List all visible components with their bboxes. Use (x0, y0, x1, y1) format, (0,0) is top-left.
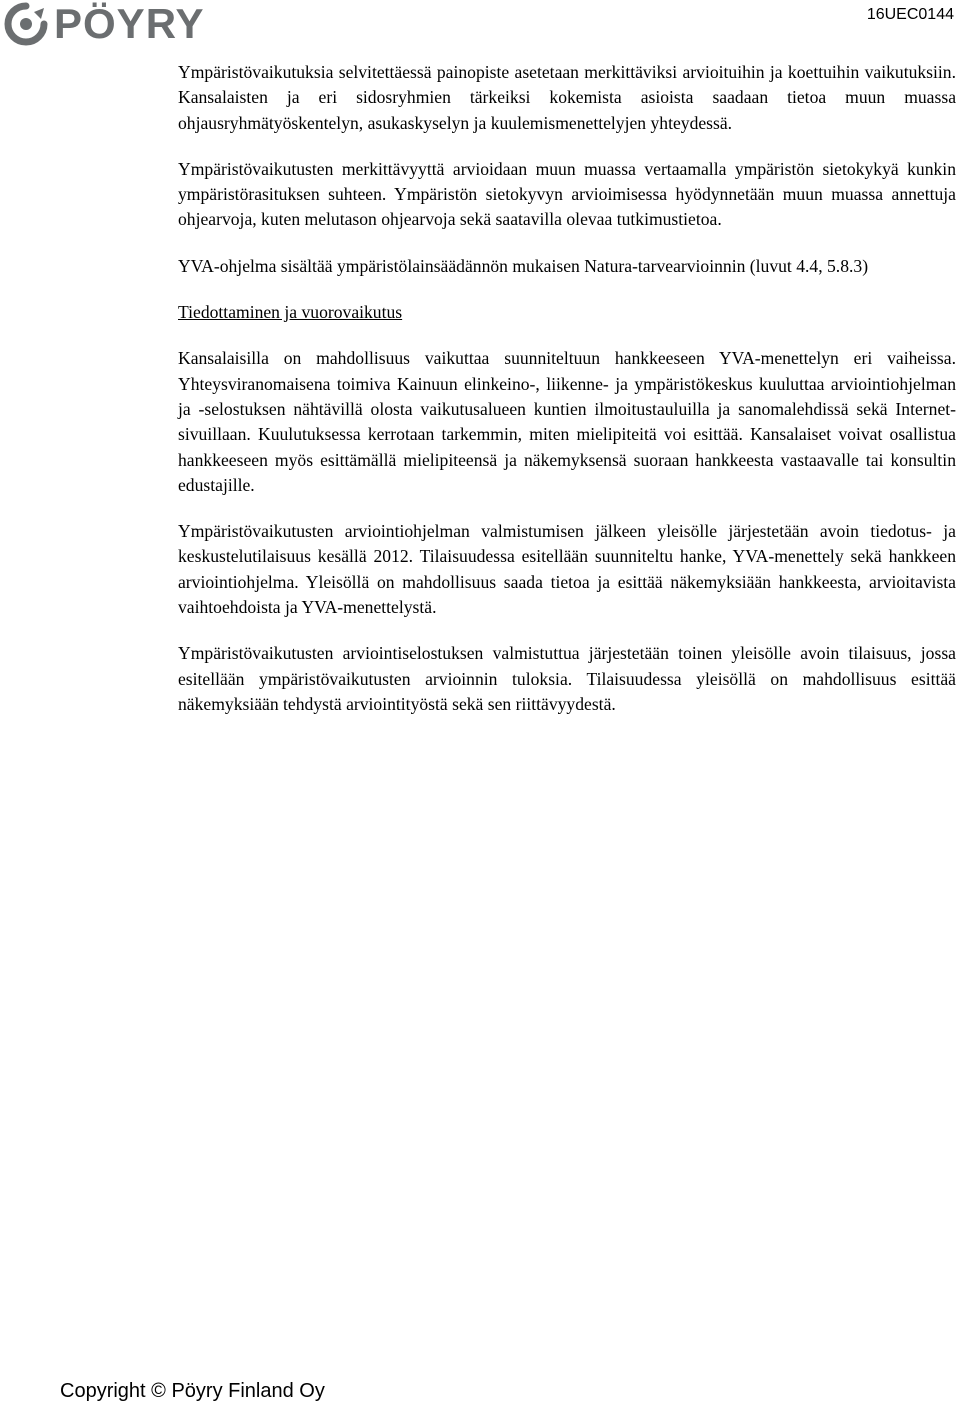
poyry-swirl-icon (4, 2, 48, 46)
copyright-footer: Copyright © Pöyry Finland Oy (60, 1380, 325, 1402)
paragraph: Ympäristövaikutusten merkittävyyttä arvioidaan muun muassa vertaamalla ympäristön sietokykyä kunkin ympäristörasituksen suhteen. Ympäristön sietokyvyn arvioimisessa hyödynnetään muun muassa annettuja ohjearvoja, kuten melutason ohjearvoja sekä saatavilla olevaa tutkimustietoa. (178, 158, 956, 230)
document-code: 16UEC0144 (866, 6, 954, 23)
paragraph: Ympäristövaikutusten arviointiohjelman valmistumisen jälkeen yleisölle järjestetään avoin tiedotus- ja keskustelutilaisuus kesällä 2012. Tilaisuudessa esitellään suunniteltu hanke, YVA-menettely sekä hankkeen arviointiohjelma. Yleisöllä on mahdollisuus saada tietoa ja esittää näkemyksiään hankkeesta, arvioitavista vaihtoehdoista ja YVA-menettelystä. (178, 521, 956, 618)
paragraph: Ympäristövaikutuksia selvitettäessä painopiste asetetaan merkittäviksi arvioituihin ja koettuihin vaikutuksiin. Kansalaisten ja eri sidosryhmien tärkeiksi kokemista asioista saadaan tietoa muun muassa ohjausryhmätyöskentelyn, asukaskyselyn ja kuulemismenettelyjen yhteydessä. (178, 62, 956, 133)
company-logo (4, 2, 204, 46)
logo-wordmark: PÖYRY (54, 0, 205, 47)
paragraph: Kansalaisilla on mahdollisuus vaikuttaa suunniteltuun hankkeeseen YVA-menettelyn eri vaiheissa. Yhteysviranomaisena toimiva Kainuun elinkeino-, liikenne- ja ympäristökeskus kuuluttaa arviointiohjelman ja -selostuksen nähtävillä olosta vaikutusalueen kuntien ilmoitustauluilla ja sanomalehdissä sekä Internet-sivuillaan. Kuulutuksessa kerrotaan tarkemmin, miten mielipiteitä voi esittää. Kansalaiset voivat osallistua hankkeeseen myös esittämällä mielipiteensä ja näkemyksensä suoraan hankkeesta vastaavalle tai konsultin edustajille. (178, 348, 956, 495)
document-body (178, 60, 956, 738)
paragraph: YVA-ohjelma sisältää ympäristölainsäädännön mukaisen Natura-tarvearvioinnin (luvut 4.4, 5.8.3) (178, 255, 869, 276)
page-header (0, 0, 960, 50)
paragraph: Ympäristövaikutusten arviointiselostuksen valmistuttua järjestetään toinen yleisölle avoin tilaisuus, jossa esitellään ympäristövaikutusten arvioinnin tuloksia. Tilaisuudessa yleisöllä on mahdollisuus esittää näkemyksiään tehdystä arviointityöstä sekä sen riittävyydestä. (178, 643, 956, 714)
section-heading: Tiedottaminen ja vuorovaikutus (178, 302, 403, 323)
